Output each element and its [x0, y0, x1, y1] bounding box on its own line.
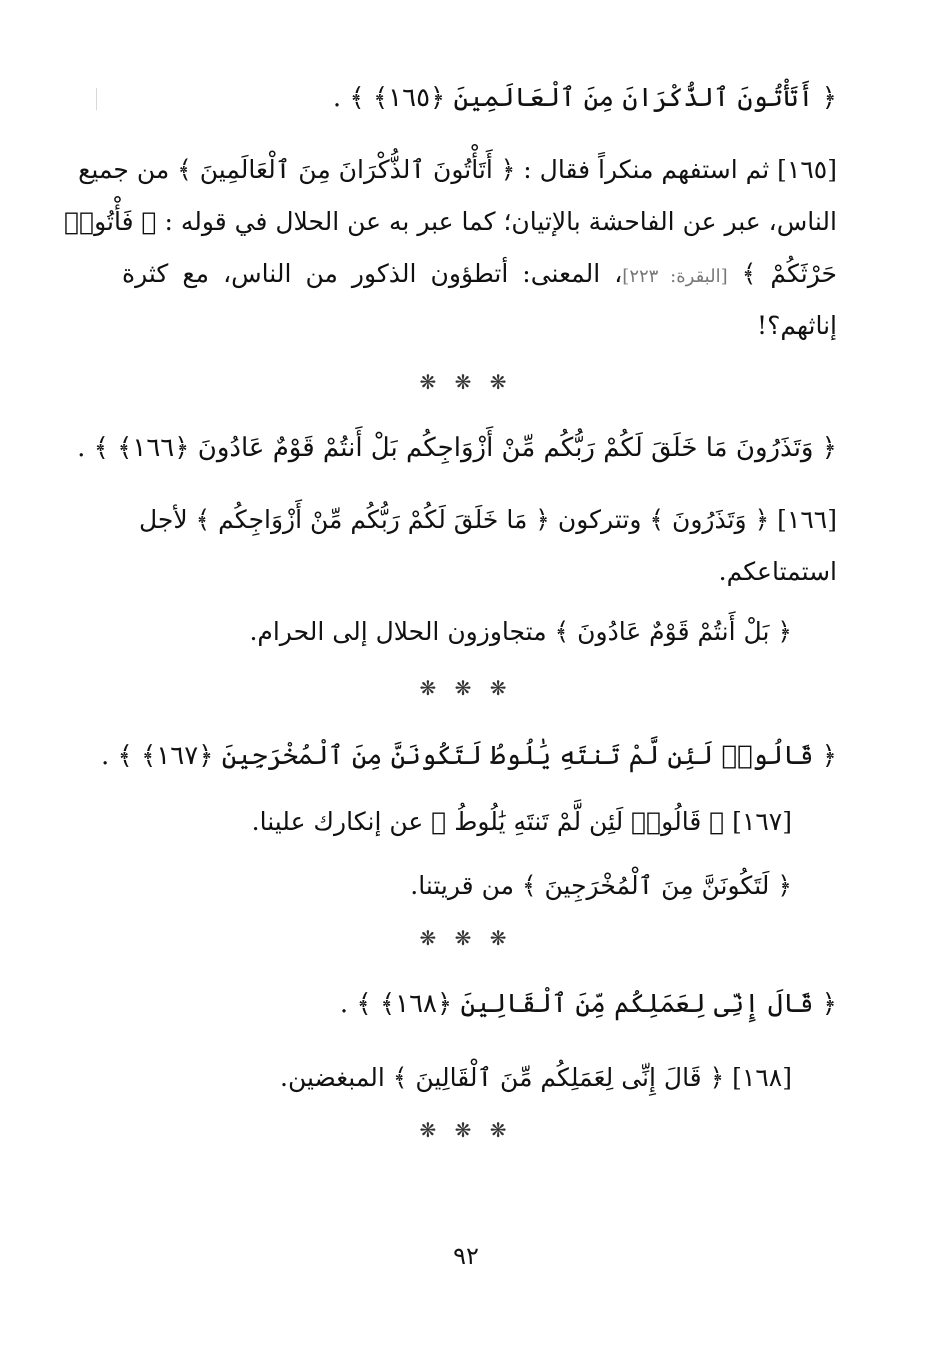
quran-phrase: حَرْثَكُمْ ﴾ — [741, 259, 837, 288]
commentary-166-line-2: استمتاعكم. — [718, 557, 837, 586]
commentary-165-line-1: [١٦٥] ثم استفهم منكراً فقال : ﴿ أَتَأْتُونَ ٱلذُّكْرَانَ مِنَ ٱلْعَالَمِينَ ﴾ من جميع — [78, 155, 837, 184]
scan-edge-mark — [96, 88, 97, 110]
verse-167: ﴿ قَالُوا۟ لَئِن لَّمْ تَنتَهِ يَٰلُوطُ لَتَكُونَنَّ مِنَ ٱلْمُخْرَجِينَ ﴿١٦٧﴾ ﴾ . — [101, 741, 837, 771]
commentary-168-line-1: [١٦٨] ﴿ قَالَ إِنِّى لِعَمَلِكُم مِّنَ ٱلْقَالِينَ ﴾ المبغضين. — [280, 1063, 792, 1092]
verse-166: ﴿ وَتَذَرُونَ مَا خَلَقَ لَكُمْ رَبُّكُم مِّنْ أَزْوَاجِكُم بَلْ أَنتُمْ قَوْمٌ عَادُونَ ﴿١٦٦﴾ ﴾ . — [77, 433, 837, 463]
surah-reference: [البقرة: ٢٢٣] — [622, 266, 728, 287]
section-separator: ❋ ❋ ❋ — [419, 676, 513, 700]
commentary-167-line-1: [١٦٧] ﴿ قَالُوا۟ لَئِن لَّمْ تَنتَهِ يَٰلُوطُ ﴾ عن إنكارك علينا. — [251, 807, 792, 836]
commentary-166-line-3: ﴿ بَلْ أَنتُمْ قَوْمٌ عَادُونَ ﴾ متجاوزون الحلال إلى الحرام. — [249, 617, 792, 646]
section-separator: ❋ ❋ ❋ — [419, 926, 513, 950]
commentary-165-line-3 — [122, 254, 837, 297]
commentary-text: ، المعنى: أتطؤون الذكور من الناس، مع كثرة — [122, 259, 623, 288]
commentary-165-line-2: الناس، عبر عن الفاحشة بالإتيان؛ كما عبر به عن الحلال في قوله : ﴿ فَأْتُوا۟ — [64, 207, 837, 236]
section-separator: ❋ ❋ ❋ — [419, 370, 513, 394]
verse-168: ﴿ قَالَ إِنِّى لِعَمَلِكُم مِّنَ ٱلْقَالِينَ ﴿١٦٨﴾ ﴾ . — [339, 989, 837, 1019]
verse-165: ﴿ أَتَأْتُونَ ٱلذُّكْرَانَ مِنَ ٱلْعَالَمِينَ ﴿١٦٥﴾ ﴾ . — [332, 83, 837, 113]
section-separator: ❋ ❋ ❋ — [419, 1118, 513, 1142]
commentary-165-line-4: إناثهم؟! — [757, 311, 837, 340]
commentary-166-line-1: [١٦٦] ﴿ وَتَذَرُونَ ﴾ وتتركون ﴿ مَا خَلَقَ لَكُمْ رَبُّكُم مِّنْ أَزْوَاجِكُم ﴾ لأجل — [138, 505, 837, 534]
page-number: ٩٢ — [453, 1242, 479, 1270]
commentary-167-line-2: ﴿ لَتَكُونَنَّ مِنَ ٱلْمُخْرَجِينَ ﴾ من قريتنا. — [410, 871, 792, 900]
